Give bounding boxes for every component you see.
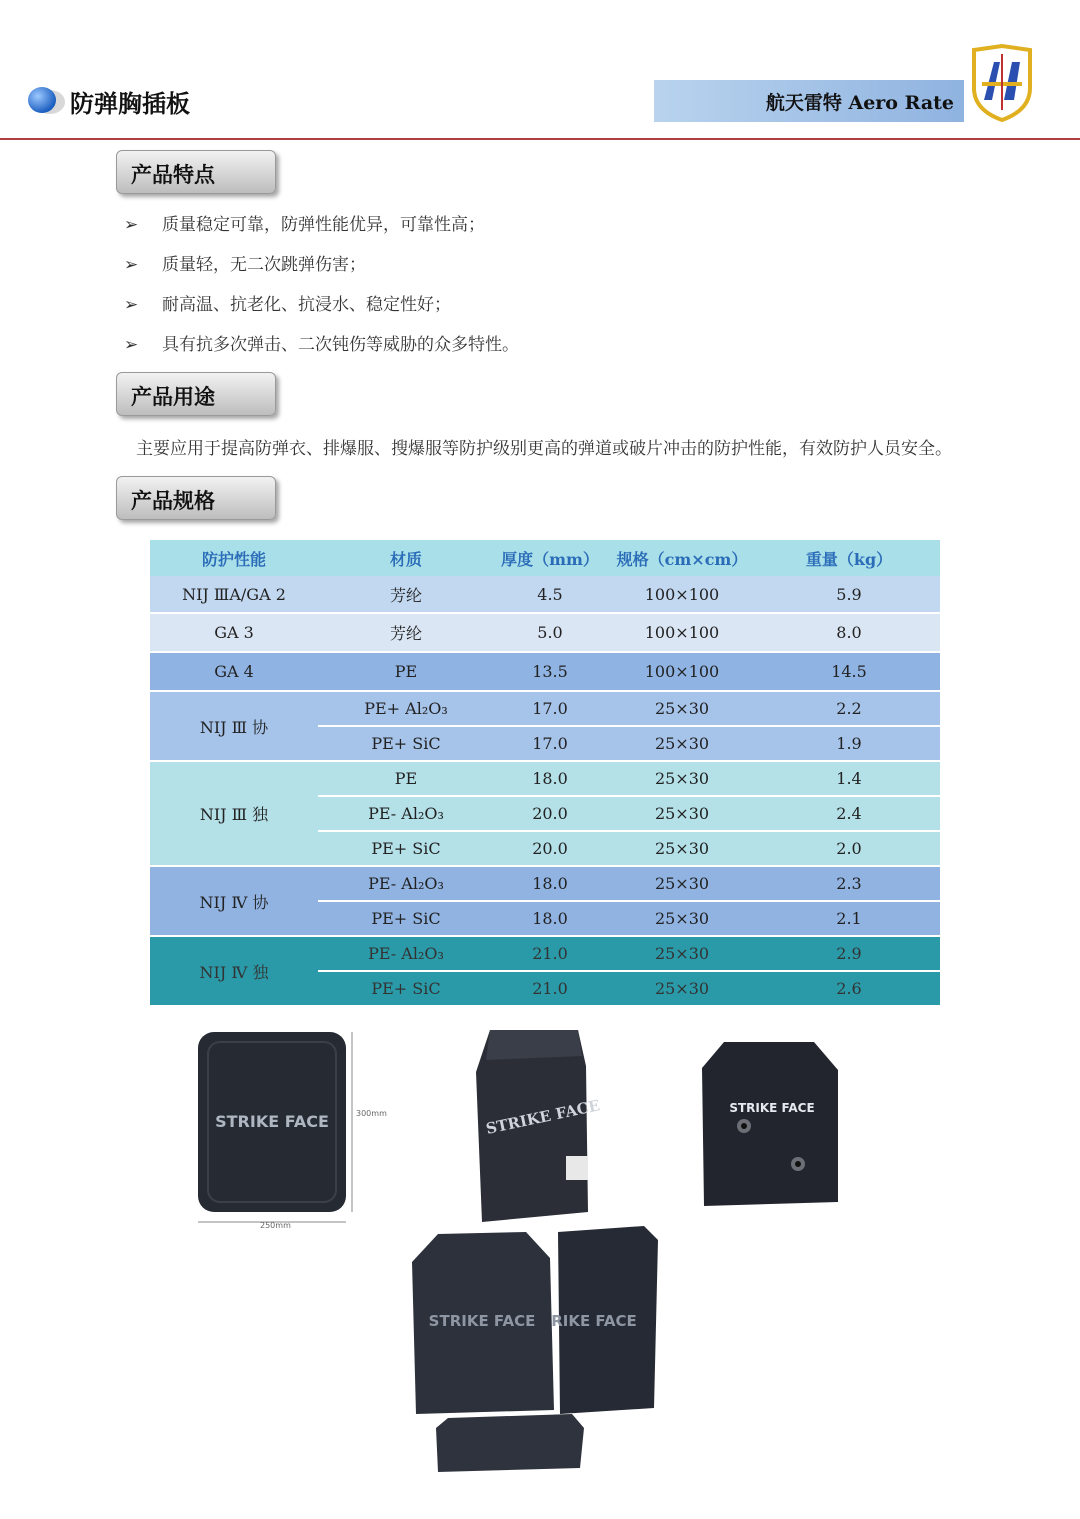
weight-cell: 2.4 [758,796,940,831]
thickness-cell: 20.0 [494,796,606,831]
bullet-arrow-icon: ➢ [124,335,139,355]
feature-item [124,210,485,235]
company-logo-icon [970,44,1034,122]
level-cell: NIJ Ⅲ 协 [150,691,318,761]
material-cell: PE- Al₂O₃ [318,796,494,831]
bullet-arrow-icon: ➢ [124,215,139,235]
section-spec-title: 产品规格 [131,489,215,513]
weight-cell: 2.9 [758,936,940,971]
material-cell: PE [318,761,494,796]
thickness-cell: 5.0 [494,613,606,652]
section-usage-title: 产品用途 [131,385,215,409]
thickness-cell: 18.0 [494,901,606,936]
section-features-tab [116,150,276,194]
usage-description: 主要应用于提高防弹衣、排爆服、搜爆服等防护级别更高的弹道或破片冲击的防护性能，有效防护人员安全。 [136,439,952,459]
plate-image-tested [696,1038,846,1210]
weight-cell: 2.6 [758,971,940,1005]
dimension-width-label: 250mm [260,1221,291,1230]
size-cell: 100×100 [606,652,758,691]
material-cell: PE+ SiC [318,971,494,1005]
feature-text: 耐高温、抗老化、抗浸水、稳定性好； [162,295,451,315]
level-cell: NIJ ⅢA/GA 2 [150,576,318,613]
plate-image-curved [470,1026,600,1226]
thickness-cell: 21.0 [494,971,606,1005]
bullet-arrow-icon: ➢ [124,295,139,315]
size-cell: 25×30 [606,971,758,1005]
plate-label: STRIKE FACE [729,1101,815,1115]
feature-text: 具有抗多次弹击、二次钝伤等威胁的众多特性。 [162,335,519,355]
column-header: 厚度（mm） [494,540,606,576]
size-cell: 25×30 [606,866,758,901]
thickness-cell: 4.5 [494,576,606,613]
weight-cell: 14.5 [758,652,940,691]
spec-table [150,540,940,1005]
table-row [150,691,940,726]
thickness-cell: 21.0 [494,936,606,971]
feature-text: 质量稳定可靠，防弹性能优异，可靠性高； [162,215,485,235]
plate-label: STRIKE FACE [428,1312,536,1330]
thickness-cell: 13.5 [494,652,606,691]
size-cell: 25×30 [606,726,758,761]
feature-item [124,330,519,355]
plate-label-partial: RIKE FACE [551,1312,637,1330]
column-header: 重量（kg） [758,540,940,576]
size-cell: 100×100 [606,613,758,652]
weight-cell: 1.9 [758,726,940,761]
size-cell: 25×30 [606,831,758,866]
feature-text: 质量轻，无二次跳弹伤害； [162,255,366,275]
section-features-title: 产品特点 [131,163,215,187]
thickness-cell: 17.0 [494,691,606,726]
header-divider [0,138,1080,140]
level-cell: NIJ Ⅲ 独 [150,761,318,866]
thickness-cell: 20.0 [494,831,606,866]
column-header: 规格（cm×cm） [606,540,758,576]
material-cell: PE+ Al₂O₃ [318,691,494,726]
weight-cell: 2.2 [758,691,940,726]
feature-item [124,250,366,275]
weight-cell: 2.1 [758,901,940,936]
size-cell: 100×100 [606,576,758,613]
table-row [150,652,940,691]
material-cell: 芳纶 [318,576,494,613]
column-header: 防护性能 [150,540,318,576]
thickness-cell: 18.0 [494,761,606,796]
size-cell: 25×30 [606,901,758,936]
table-row [150,866,940,901]
size-cell: 25×30 [606,691,758,726]
thickness-cell: 18.0 [494,866,606,901]
thickness-cell: 17.0 [494,726,606,761]
table-header-row [150,540,940,576]
material-cell: PE+ SiC [318,901,494,936]
material-cell: PE+ SiC [318,831,494,866]
plate-image-pair [408,1222,664,1478]
page-title: 防弹胸插板 [70,90,190,118]
brand-banner [654,80,964,122]
bullet-arrow-icon: ➢ [124,255,139,275]
material-cell: PE- Al₂O₃ [318,866,494,901]
dimension-height-label: 300mm [356,1109,387,1118]
size-cell: 25×30 [606,936,758,971]
weight-cell: 2.0 [758,831,940,866]
section-usage-tab [116,372,276,416]
weight-cell: 8.0 [758,613,940,652]
section-spec-tab [116,476,276,520]
bullet-circle-icon [26,84,66,118]
plate-image-dimensioned [190,1026,387,1232]
weight-cell: 5.9 [758,576,940,613]
brand-name: 航天雷特 Aero Rate [765,92,954,114]
material-cell: PE- Al₂O₃ [318,936,494,971]
feature-item [124,290,451,315]
level-cell: NIJ Ⅳ 协 [150,866,318,936]
size-cell: 25×30 [606,796,758,831]
weight-cell: 1.4 [758,761,940,796]
level-cell: GA 3 [150,613,318,652]
level-cell: GA 4 [150,652,318,691]
material-cell: 芳纶 [318,613,494,652]
material-cell: PE [318,652,494,691]
weight-cell: 2.3 [758,866,940,901]
level-cell: NIJ Ⅳ 独 [150,936,318,1005]
table-row [150,613,940,652]
plate-label: STRIKE FACE [484,1096,602,1138]
table-row [150,761,940,796]
table-row [150,576,940,613]
size-cell: 25×30 [606,761,758,796]
material-cell: PE+ SiC [318,726,494,761]
table-row [150,936,940,971]
plate-label: STRIKE FACE [215,1112,329,1131]
column-header: 材质 [318,540,494,576]
